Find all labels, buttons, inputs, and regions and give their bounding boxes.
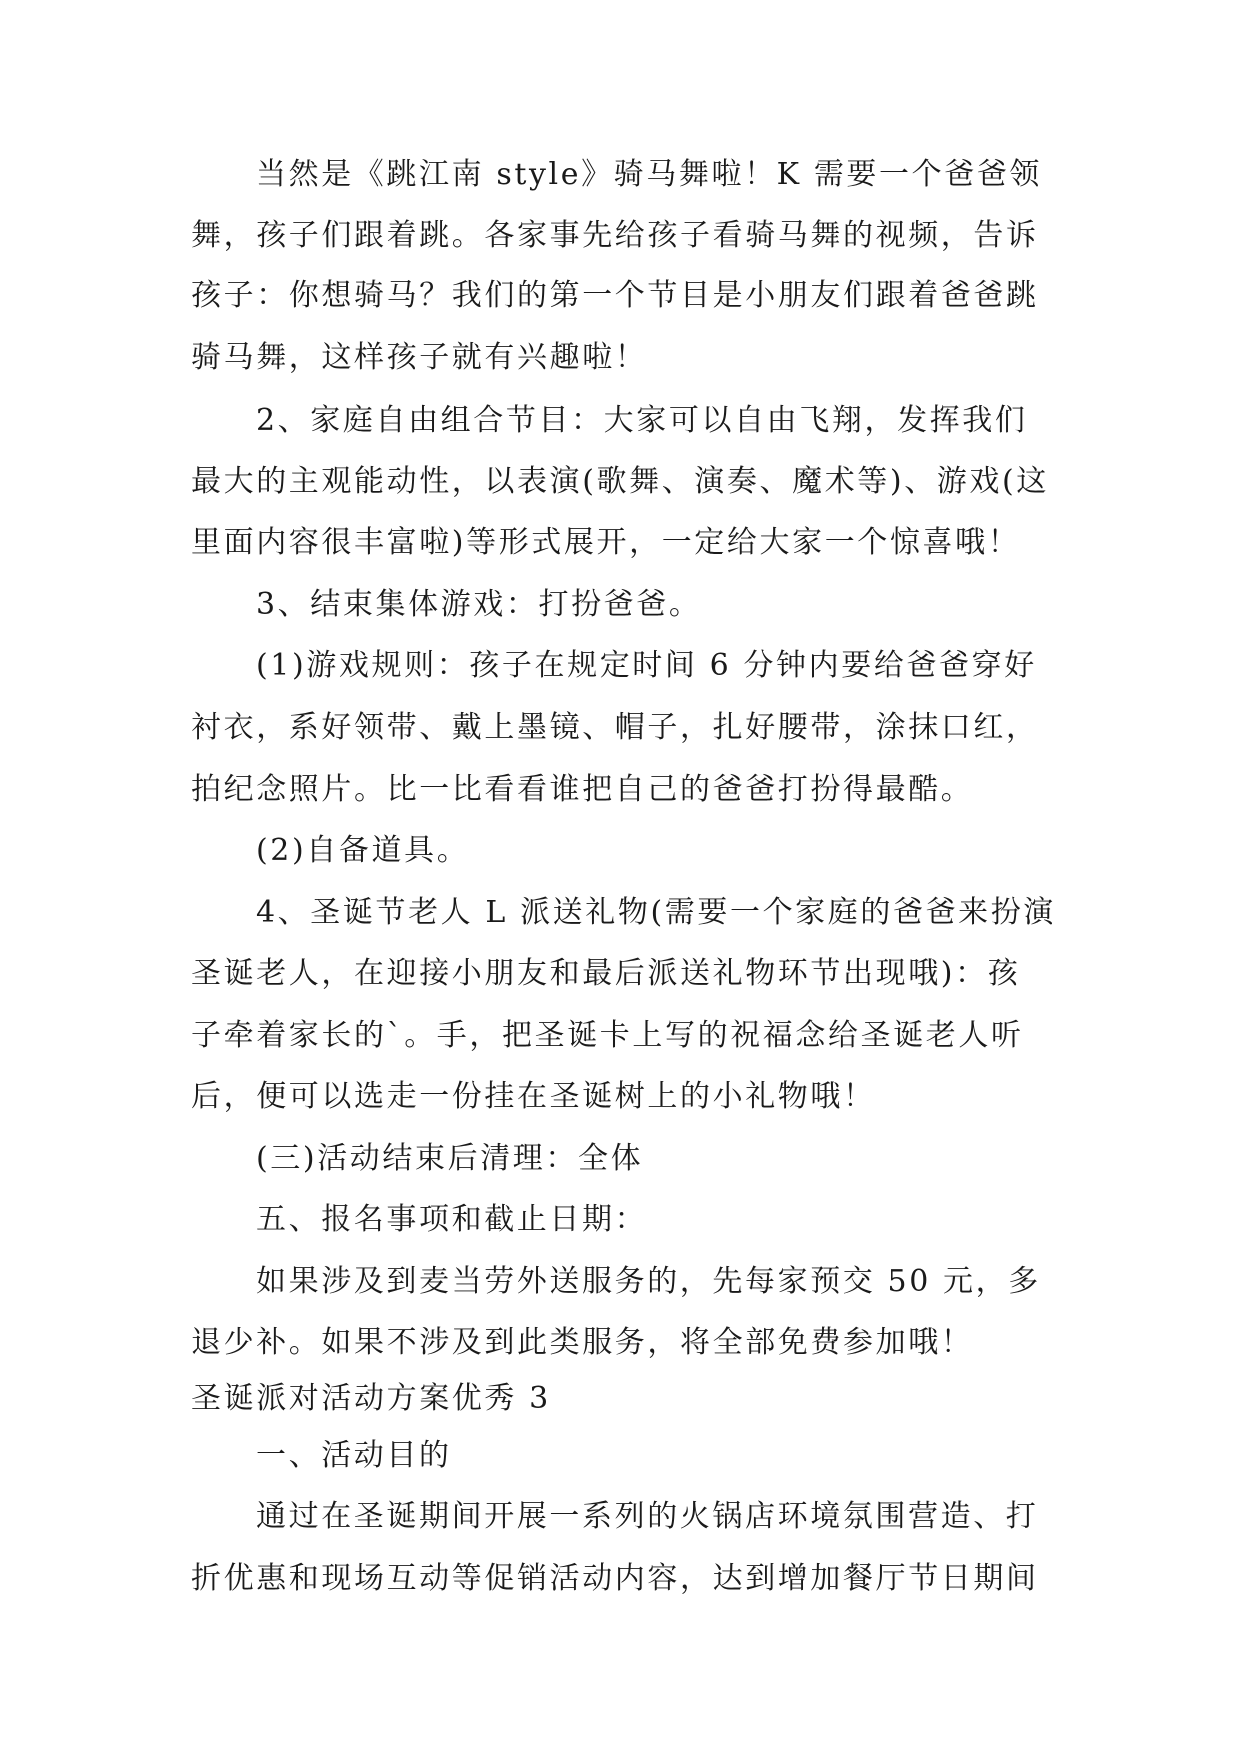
section-heading: 圣诞派对活动方案优秀 3 xyxy=(191,1381,551,1416)
text-line: 子牵着家长的`。手，把圣诞卡上写的祝福念给圣诞老人听 xyxy=(191,1018,1024,1053)
text-line: 一、活动目的 xyxy=(256,1438,452,1473)
text-line: 舞，孩子们跟着跳。各家事先给孩子看骑马舞的视频，告诉 xyxy=(191,218,1039,253)
text-line: 五、报名事项和截止日期： xyxy=(256,1202,648,1237)
text-line: 3、结束集体游戏：打扮爸爸。 xyxy=(256,587,702,622)
text-line: (三)活动结束后清理：全体 xyxy=(256,1141,644,1176)
text-line: 退少补。如果不涉及到此类服务，将全部免费参加哦！ xyxy=(191,1325,974,1360)
text-line: (2)自备道具。 xyxy=(256,833,470,868)
text-line: (1)游戏规则：孩子在规定时间 6 分钟内要给爸爸穿好 xyxy=(256,648,1037,683)
text-line: 衬衣，系好领带、戴上墨镜、帽子，扎好腰带，涂抹口红， xyxy=(191,710,1039,745)
text-line: 圣诞老人，在迎接小朋友和最后派送礼物环节出现哦)：孩 xyxy=(191,956,1021,991)
text-line: 孩子：你想骑马？我们的第一个节目是小朋友们跟着爸爸跳 xyxy=(191,278,1039,313)
text-line: 最大的主观能动性，以表演(歌舞、演奏、魔术等)、游戏(这 xyxy=(191,464,1049,499)
text-line: 2、家庭自由组合节目：大家可以自由飞翔，发挥我们 xyxy=(256,403,1028,438)
text-line: 里面内容很丰富啦)等形式展开，一定给大家一个惊喜哦！ xyxy=(191,525,1021,560)
text-line: 当然是《跳江南 style》骑马舞啦！K 需要一个爸爸领 xyxy=(256,157,1043,192)
text-line: 折优惠和现场互动等促销活动内容，达到增加餐厅节日期间 xyxy=(191,1561,1039,1596)
text-line: 骑马舞，这样孩子就有兴趣啦！ xyxy=(191,340,648,375)
text-line: 通过在圣诞期间开展一系列的火锅店环境氛围营造、打 xyxy=(256,1499,1039,1534)
text-line: 如果涉及到麦当劳外送服务的，先每家预交 50 元，多 xyxy=(256,1264,1041,1299)
text-line: 拍纪念照片。比一比看看谁把自己的爸爸打扮得最酷。 xyxy=(191,772,974,807)
text-line: 后，便可以选走一份挂在圣诞树上的小礼物哦！ xyxy=(191,1079,876,1114)
text-line: 4、圣诞节老人 L 派送礼物(需要一个家庭的爸爸来扮演 xyxy=(256,895,1056,930)
